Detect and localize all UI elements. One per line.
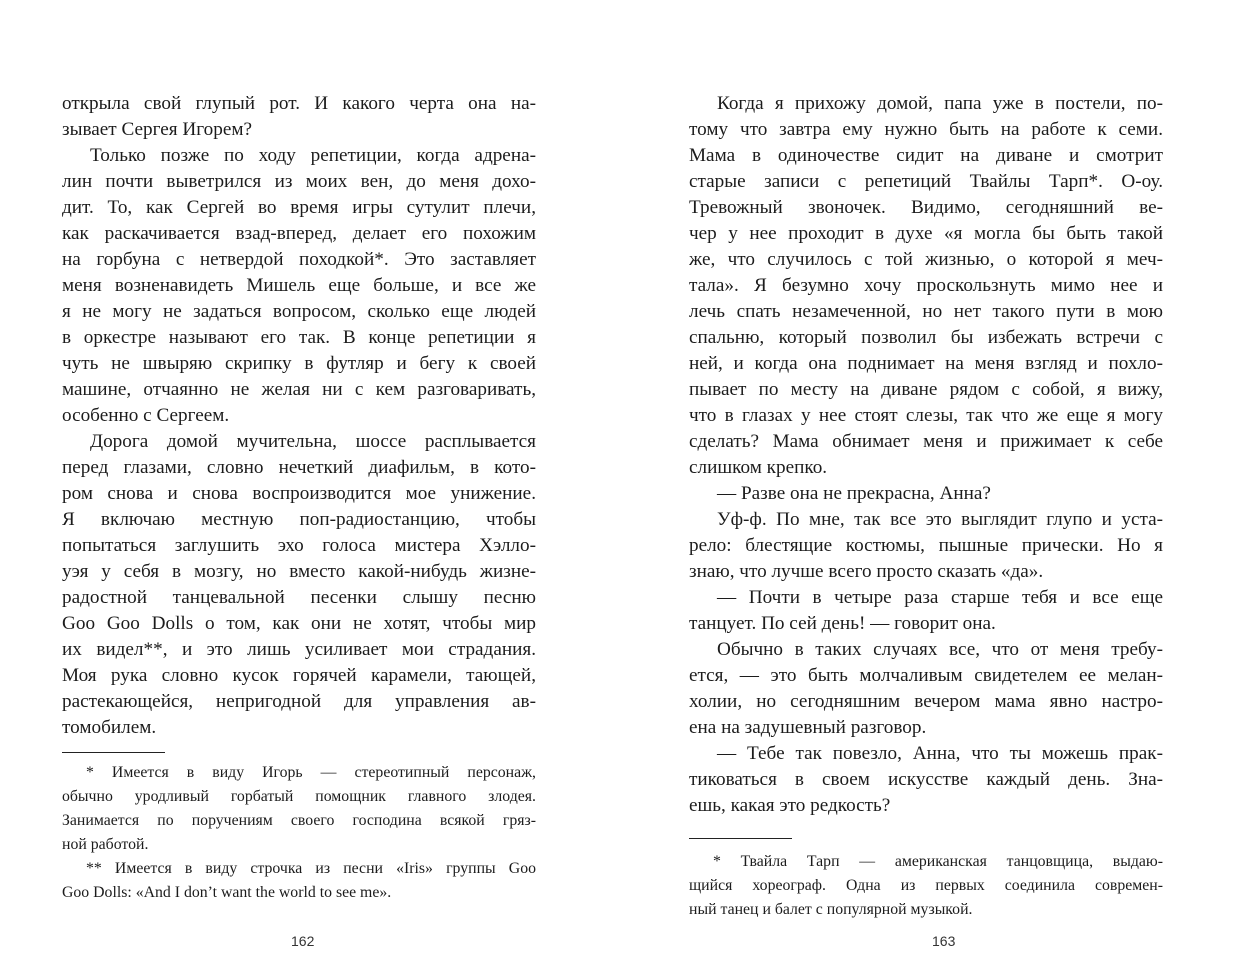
text-line: — Почти в четыре раза старше тебя и все еще xyxy=(717,587,1163,608)
text-line: — Тебе так повезло, Анна, что ты можешь прак- xyxy=(717,743,1163,764)
text-line: открыла свой глупый рот. И какого черта она на- xyxy=(62,93,536,114)
footnote-rule xyxy=(62,752,165,753)
text-line: ешь, какая это редкость? xyxy=(689,795,891,816)
footnote-line: обычно уродливый горбатый помощник главного злодея. xyxy=(62,788,536,805)
left-page xyxy=(0,0,620,980)
text-line: что в глазах у нее стоят слезы, так что же еще я могу xyxy=(689,405,1163,426)
text-line: холии, но сегодняшним вечером мама явно настро- xyxy=(689,691,1163,712)
text-line: Уф-ф. По мне, так все это выглядит глупо и уста- xyxy=(717,509,1163,530)
footnote-line: * Имеется в виду Игорь — стереотипный персонаж, xyxy=(86,764,536,781)
text-line: лечь спать незамеченной, но нет такого пути в мою xyxy=(689,301,1163,322)
text-line: перед глазами, словно нечеткий диафильм, в кото- xyxy=(62,457,536,478)
text-line: — Разве она не прекрасна, Анна? xyxy=(717,483,991,504)
text-line: слишком крепко. xyxy=(689,457,828,478)
text-line: я не могу не задаться вопросом, сколько еще людей xyxy=(62,301,536,322)
text-line: растекающейся, непригодной для управления ав- xyxy=(62,691,536,712)
text-line: зывает Сергея Игорем? xyxy=(62,119,253,140)
body-text xyxy=(689,91,1163,819)
footnote-line: Goo Dolls: «And I don’t want the world to see me». xyxy=(62,884,392,901)
text-line: как раскачивается взад-вперед, делает его похожим xyxy=(62,223,536,244)
footnote-line: ной работой. xyxy=(62,836,149,853)
text-line: Тревожный звоночек. Видимо, сегодняшний ве- xyxy=(689,197,1163,218)
text-line: дит. То, как Сергей во время игры сутулит плечи, xyxy=(62,197,536,218)
text-line: Обычно в таких случаях все, что от меня требу- xyxy=(717,639,1163,660)
text-line: лин почти выветрился из моих вен, до меня дохо- xyxy=(62,171,536,192)
text-line: танцует. По сей день! — говорит она. xyxy=(689,613,996,634)
text-line: спальню, который позволил бы избежать встречи с xyxy=(689,327,1163,348)
text-line: особенно с Сергеем. xyxy=(62,405,230,426)
footnote-line: * Твайла Тарп — американская танцовщица, выдаю- xyxy=(713,853,1163,870)
text-line: попытаться заглушить эхо голоса мистера Хэлло- xyxy=(62,535,536,556)
text-line: Дорога домой мучительна, шоссе расплывается xyxy=(90,431,536,452)
text-line: ена на задушевный разговор. xyxy=(689,717,927,738)
footnote-line: Занимается по поручениям своего господина всякой гряз- xyxy=(62,812,536,829)
body-text xyxy=(62,91,536,741)
text-line: их видел**, и это лишь усиливает мои страдания. xyxy=(62,639,536,660)
footnote-line: ный танец и балет с популярной музыкой. xyxy=(689,901,973,918)
text-line: знаю, что лучше всего просто сказать «да». xyxy=(689,561,1044,582)
text-line: меня возненавидеть Мишель еще больше, и все же xyxy=(62,275,536,296)
text-line: Goo Goo Dolls о том, как они не хотят, чтобы мир xyxy=(62,613,536,634)
footnote-rule xyxy=(689,838,792,839)
text-line: Я включаю местную поп-радиостанцию, чтобы xyxy=(62,509,536,530)
text-line: пывает по месту на диване рядом с собой, я вижу, xyxy=(689,379,1163,400)
text-line: Только позже по ходу репетиции, когда адрена- xyxy=(90,145,536,166)
text-line: же, что случилось с той жизнью, о которой я меч- xyxy=(689,249,1163,270)
text-line: в оркестре называют его так. В конце репетиции я xyxy=(62,327,536,348)
footnotes xyxy=(62,761,536,905)
text-line: рело: блестящие костюмы, пышные прически. Но я xyxy=(689,535,1163,556)
text-line: на горбуна с нетвердой походкой*. Это заставляет xyxy=(62,249,536,270)
text-line: ней, и когда она поднимает на меня взгляд и похло- xyxy=(689,353,1163,374)
text-line: уэя у себя в мозгу, но вместо какой-нибудь жизне- xyxy=(62,561,536,582)
footnotes xyxy=(689,850,1163,922)
right-page xyxy=(622,0,1243,980)
text-line: томобилем. xyxy=(62,717,157,738)
text-line: старые записи с репетиций Твайлы Тарп*. О-оу. xyxy=(689,171,1163,192)
text-line: чуть не швыряю скрипку в футляр и бегу к своей xyxy=(62,353,536,374)
text-line: ром снова и снова воспроизводится мое унижение. xyxy=(62,483,536,504)
text-line: ется, — это быть молчаливым свидетелем ее мелан- xyxy=(689,665,1163,686)
footnote-line: щийся хореограф. Одна из первых соединила современ- xyxy=(689,877,1163,894)
text-line: тому что завтра ему нужно быть на работе к семи. xyxy=(689,119,1163,140)
page-number: 163 xyxy=(932,933,956,949)
text-line: Когда я прихожу домой, папа уже в постели, по- xyxy=(717,93,1163,114)
text-line: сделать? Мама обнимает меня и прижимает к себе xyxy=(689,431,1163,452)
text-line: Моя рука словно кусок горячей карамели, тающей, xyxy=(62,665,536,686)
text-line: тала». Я безумно хочу проскользнуть мимо нее и xyxy=(689,275,1163,296)
text-line: тиковаться в своем искусстве каждый день. Зна- xyxy=(689,769,1163,790)
footnote-line: ** Имеется в виду строчка из песни «Iris» группы Goo xyxy=(86,860,536,877)
text-line: Мама в одиночестве сидит на диване и смотрит xyxy=(689,145,1163,166)
page-number: 162 xyxy=(291,933,315,949)
text-line: радостной танцевальной песенки слышу песню xyxy=(62,587,536,608)
text-line: чер у нее проходит в духе «я могла бы быть такой xyxy=(689,223,1163,244)
text-line: машине, отчаянно не желая ни с кем разговаривать, xyxy=(62,379,536,400)
